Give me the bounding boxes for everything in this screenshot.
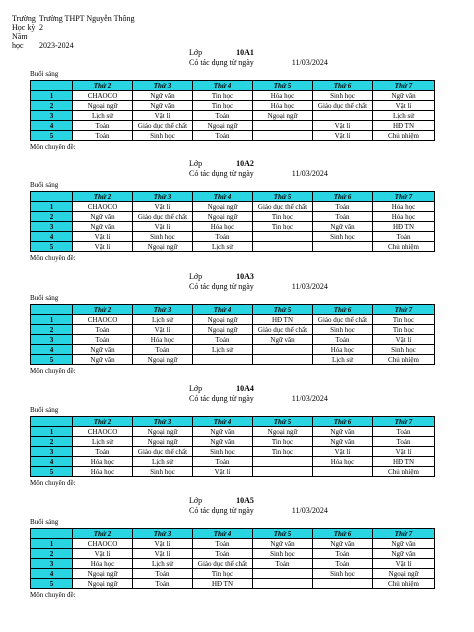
day-header: Thứ 6 [313, 417, 373, 427]
table-row [31, 335, 435, 345]
effective-line [189, 169, 328, 178]
subject-cell: Lịch sử [73, 111, 133, 121]
subject-cell: Chủ nhiệm [373, 467, 435, 477]
subject-cell [313, 467, 373, 477]
day-header: Thứ 5 [253, 81, 313, 91]
subject-cell: CHAOCO [73, 202, 133, 212]
subject-cell: Vật lí [133, 111, 193, 121]
subject-cell: HĐ TN [373, 457, 435, 467]
table-row [31, 457, 435, 467]
subject-cell: Toán [73, 131, 133, 141]
effective-label: Có tác dụng từ ngày [189, 394, 254, 403]
subject-cell: Vật lí [373, 101, 435, 111]
table-row [31, 559, 435, 569]
subject-cell: Ngoại ngữ [193, 325, 253, 335]
period-number: 4 [31, 457, 73, 467]
day-header: Thứ 7 [373, 529, 435, 539]
subject-cell: Vật lí [373, 447, 435, 457]
subject-cell: Toán [193, 131, 253, 141]
subject-cell: Tin học [373, 325, 435, 335]
subject-cell: Ngữ văn [133, 101, 193, 111]
period-number: 2 [31, 325, 73, 335]
subject-cell: Tin học [253, 212, 313, 222]
table-row [31, 427, 435, 437]
subject-cell [313, 111, 373, 121]
day-header: Thứ 7 [373, 81, 435, 91]
table-row [31, 549, 435, 559]
subject-cell: Sinh học [133, 467, 193, 477]
effective-date: 11/03/2024 [291, 282, 328, 291]
subject-cell: Ngoại ngữ [73, 579, 133, 589]
subject-cell: Ngữ văn [313, 539, 373, 549]
day-header: Thứ 6 [313, 81, 373, 91]
subject-cell: Tin học [253, 222, 313, 232]
subject-cell: Ngoại ngữ [73, 569, 133, 579]
subject-cell: Giáo dục thể chất [133, 121, 193, 131]
period-number: 3 [31, 222, 73, 232]
class-name: 10A3 [236, 272, 254, 281]
subject-cell: Hóa học [73, 559, 133, 569]
period-number: 4 [31, 121, 73, 131]
subject-cell: Toán [73, 121, 133, 131]
day-header: Thứ 4 [193, 417, 253, 427]
class-label: Lớp [189, 272, 203, 281]
period-number: 2 [31, 549, 73, 559]
subject-cell: Ngữ văn [313, 427, 373, 437]
subject-cell: Vật lí [373, 335, 435, 345]
header-row [31, 417, 435, 427]
period-number: 1 [31, 315, 73, 325]
subject-cell: Ngữ văn [313, 222, 373, 232]
year-label: Năm học [12, 32, 28, 50]
effective-line [189, 394, 328, 403]
day-header: Thứ 5 [253, 417, 313, 427]
subject-cell: Toán [193, 111, 253, 121]
subject-cell: Hóa học [253, 91, 313, 101]
table-row [31, 437, 435, 447]
period-number: 1 [31, 202, 73, 212]
class-label: Lớp [189, 496, 203, 505]
effective-line [189, 506, 328, 515]
period-number: 4 [31, 232, 73, 242]
subject-cell: Vật lí [133, 539, 193, 549]
table-row [31, 91, 435, 101]
subject-cell: Hóa học [373, 202, 435, 212]
day-header: Thứ 2 [73, 81, 133, 91]
subject-cell: Hóa học [313, 457, 373, 467]
effective-label: Có tác dụng từ ngày [189, 282, 254, 291]
subject-cell: Giáo dục thể chất [313, 315, 373, 325]
day-header: Thứ 6 [313, 529, 373, 539]
subject-cell [253, 569, 313, 579]
subject-cell: Tin học [373, 315, 435, 325]
timetable [30, 416, 435, 477]
class-label: Lớp [189, 384, 203, 393]
semester-row [12, 23, 134, 32]
subject-cell: Toán [133, 569, 193, 579]
session-label: Buổi sáng [30, 406, 59, 414]
subject-cell: Ngoại ngữ [253, 427, 313, 437]
subject-cell: Lịch sử [133, 559, 193, 569]
period-number: 1 [31, 91, 73, 101]
subject-cell: Ngoại ngữ [133, 427, 193, 437]
subject-cell: Ngữ văn [73, 212, 133, 222]
day-header: Thứ 7 [373, 417, 435, 427]
subject-cell: Toán [73, 335, 133, 345]
subject-cell: Hóa học [133, 335, 193, 345]
special-subject-label: Môn chuyên đề: [30, 367, 76, 375]
subject-cell: Ngoại ngữ [193, 202, 253, 212]
subject-cell: Toán [133, 345, 193, 355]
subject-cell: Lịch sử [193, 242, 253, 252]
subject-cell: Chủ nhiệm [373, 131, 435, 141]
day-header: Thứ 3 [133, 305, 193, 315]
subject-cell [253, 457, 313, 467]
effective-line [189, 58, 328, 67]
subject-cell: Lịch sử [73, 437, 133, 447]
subject-cell: Vật lí [133, 202, 193, 212]
day-header: Thứ 6 [313, 305, 373, 315]
subject-cell: Hóa học [73, 467, 133, 477]
subject-cell: Sinh học [253, 549, 313, 559]
subject-cell: Ngoại ngữ [133, 242, 193, 252]
subject-cell: Hóa học [373, 212, 435, 222]
subject-cell: Toán [313, 202, 373, 212]
table-row [31, 121, 435, 131]
effective-date: 11/03/2024 [291, 58, 328, 67]
subject-cell [253, 242, 313, 252]
effective-date: 11/03/2024 [291, 169, 328, 178]
day-header: Thứ 5 [253, 305, 313, 315]
table-row [31, 467, 435, 477]
subject-cell: Toán [133, 579, 193, 589]
subject-cell: Ngữ văn [73, 222, 133, 232]
subject-cell: Toán [313, 559, 373, 569]
subject-cell: Giáo dục thể chất [133, 447, 193, 457]
header-row [31, 81, 435, 91]
corner-cell [31, 81, 73, 91]
table-row [31, 131, 435, 141]
class-title-line [189, 272, 254, 281]
day-header: Thứ 2 [73, 305, 133, 315]
day-header: Thứ 3 [133, 417, 193, 427]
header-row [31, 529, 435, 539]
effective-label: Có tác dụng từ ngày [189, 169, 254, 178]
subject-cell: Toán [313, 549, 373, 559]
period-number: 2 [31, 212, 73, 222]
subject-cell: Tin học [193, 91, 253, 101]
subject-cell: CHAOCO [73, 315, 133, 325]
subject-cell: Ngữ văn [313, 437, 373, 447]
effective-date: 11/03/2024 [291, 394, 328, 403]
class-label: Lớp [189, 159, 203, 168]
subject-cell [193, 355, 253, 365]
period-number: 1 [31, 427, 73, 437]
corner-cell [31, 192, 73, 202]
year-row [12, 32, 134, 50]
timetable [30, 304, 435, 365]
school-header [12, 14, 134, 50]
subject-cell: Giáo dục thể chất [253, 325, 313, 335]
class-title-line [189, 496, 254, 505]
subject-cell: Sinh học [133, 131, 193, 141]
special-subject-label: Môn chuyên đề: [30, 254, 76, 262]
subject-cell: Lịch sử [373, 111, 435, 121]
subject-cell [253, 232, 313, 242]
session-label: Buổi sáng [30, 294, 59, 302]
period-number: 3 [31, 335, 73, 345]
table-row [31, 355, 435, 365]
day-header: Thứ 3 [133, 529, 193, 539]
subject-cell: Giáo dục thể chất [253, 202, 313, 212]
day-header: Thứ 3 [133, 192, 193, 202]
subject-cell: Toán [253, 559, 313, 569]
subject-cell: HĐ TN [373, 121, 435, 131]
period-number: 2 [31, 437, 73, 447]
subject-cell: Giáo dục thể chất [313, 101, 373, 111]
subject-cell: HĐ TN [253, 315, 313, 325]
subject-cell: Tin học [253, 437, 313, 447]
subject-cell: Vật lí [373, 559, 435, 569]
subject-cell [313, 579, 373, 589]
subject-cell: Toán [193, 232, 253, 242]
day-header: Thứ 5 [253, 529, 313, 539]
subject-cell [253, 121, 313, 131]
subject-cell: Ngữ văn [253, 539, 313, 549]
day-header: Thứ 4 [193, 305, 253, 315]
subject-cell: Vật lí [133, 222, 193, 232]
subject-cell: Giáo dục thể chất [193, 559, 253, 569]
special-subject-label: Môn chuyên đề: [30, 591, 76, 599]
subject-cell: Toán [193, 539, 253, 549]
special-subject-label: Môn chuyên đề: [30, 479, 76, 487]
subject-cell: Toán [193, 549, 253, 559]
period-number: 3 [31, 111, 73, 121]
table-row [31, 212, 435, 222]
semester-value: 2 [39, 23, 43, 32]
period-number: 2 [31, 101, 73, 111]
subject-cell: Sinh học [313, 569, 373, 579]
subject-cell: Vật lí [313, 121, 373, 131]
semester-label: Học kỳ [12, 23, 36, 32]
subject-cell: Vật lí [73, 232, 133, 242]
table-row [31, 111, 435, 121]
day-header: Thứ 2 [73, 417, 133, 427]
class-name: 10A4 [236, 384, 254, 393]
subject-cell: Lịch sử [313, 355, 373, 365]
school-name: Trường THPT Nguyễn Thông [38, 14, 135, 23]
table-row [31, 202, 435, 212]
subject-cell: Tin học [253, 447, 313, 457]
table-row [31, 579, 435, 589]
timetable [30, 191, 435, 252]
period-number: 3 [31, 559, 73, 569]
subject-cell: Vật lí [313, 447, 373, 457]
table-row [31, 539, 435, 549]
subject-cell: Ngữ văn [73, 355, 133, 365]
school-label: Trường [12, 14, 36, 23]
subject-cell: Tin học [193, 569, 253, 579]
session-label: Buổi sáng [30, 181, 59, 189]
class-name: 10A2 [236, 159, 254, 168]
subject-cell: Ngoại ngữ [193, 121, 253, 131]
subject-cell [253, 579, 313, 589]
timetable [30, 80, 435, 141]
effective-label: Có tác dụng từ ngày [189, 58, 254, 67]
subject-cell: Sinh học [133, 232, 193, 242]
table-row [31, 242, 435, 252]
subject-cell: Sinh học [193, 447, 253, 457]
subject-cell: Sinh học [313, 91, 373, 101]
session-label: Buổi sáng [30, 518, 59, 526]
period-number: 5 [31, 242, 73, 252]
subject-cell: Sinh học [313, 232, 373, 242]
day-header: Thứ 2 [73, 529, 133, 539]
period-number: 5 [31, 467, 73, 477]
school-row [12, 14, 134, 23]
table-row [31, 345, 435, 355]
class-title-line [189, 48, 254, 57]
day-header: Thứ 3 [133, 81, 193, 91]
subject-cell: Toán [313, 212, 373, 222]
subject-cell [313, 242, 373, 252]
year-value: 2023-2024 [39, 41, 74, 50]
subject-cell: Chủ nhiệm [373, 242, 435, 252]
period-number: 4 [31, 345, 73, 355]
subject-cell: Toán [373, 437, 435, 447]
subject-cell: CHAOCO [73, 539, 133, 549]
table-row [31, 232, 435, 242]
subject-cell: Ngữ văn [133, 91, 193, 101]
subject-cell: Toán [373, 427, 435, 437]
subject-cell: Hóa học [313, 345, 373, 355]
period-number: 5 [31, 579, 73, 589]
special-subject-label: Môn chuyên đề: [30, 143, 76, 151]
subject-cell: Lịch sử [133, 457, 193, 467]
period-number: 1 [31, 539, 73, 549]
subject-cell: HĐ TN [193, 579, 253, 589]
subject-cell: Chủ nhiệm [373, 579, 435, 589]
header-row [31, 305, 435, 315]
subject-cell: Toán [73, 325, 133, 335]
subject-cell: CHAOCO [73, 427, 133, 437]
subject-cell: Sinh học [373, 345, 435, 355]
day-header: Thứ 5 [253, 192, 313, 202]
subject-cell: Hóa học [193, 222, 253, 232]
subject-cell [253, 467, 313, 477]
subject-cell: Vật lí [73, 242, 133, 252]
subject-cell: Toán [313, 335, 373, 345]
subject-cell: Toán [193, 457, 253, 467]
subject-cell [253, 345, 313, 355]
subject-cell: Ngoại ngữ [73, 101, 133, 111]
subject-cell: Toán [73, 447, 133, 457]
day-header: Thứ 2 [73, 192, 133, 202]
corner-cell [31, 417, 73, 427]
subject-cell: Ngoại ngữ [133, 437, 193, 447]
subject-cell: Tin học [193, 101, 253, 111]
effective-date: 11/03/2024 [291, 506, 328, 515]
subject-cell: Lịch sử [193, 345, 253, 355]
subject-cell: Toán [373, 232, 435, 242]
subject-cell: Ngữ văn [73, 345, 133, 355]
class-name: 10A1 [236, 48, 254, 57]
subject-cell: Vật lí [73, 549, 133, 559]
corner-cell [31, 305, 73, 315]
subject-cell [253, 355, 313, 365]
effective-line [189, 282, 328, 291]
subject-cell: Chủ nhiệm [373, 355, 435, 365]
subject-cell: Ngoại ngữ [373, 569, 435, 579]
subject-cell: Ngoại ngữ [133, 355, 193, 365]
table-row [31, 569, 435, 579]
subject-cell: Ngữ văn [193, 427, 253, 437]
session-label: Buổi sáng [30, 70, 59, 78]
subject-cell: Lịch sử [133, 315, 193, 325]
class-label: Lớp [189, 48, 203, 57]
subject-cell: Ngoại ngữ [193, 315, 253, 325]
period-number: 5 [31, 131, 73, 141]
subject-cell: Hóa học [73, 457, 133, 467]
effective-label: Có tác dụng từ ngày [189, 506, 254, 515]
subject-cell: Toán [193, 335, 253, 345]
subject-cell: CHAOCO [73, 91, 133, 101]
subject-cell: Vật lí [133, 325, 193, 335]
subject-cell: Ngữ văn [193, 437, 253, 447]
corner-cell [31, 529, 73, 539]
header-row [31, 192, 435, 202]
day-header: Thứ 4 [193, 192, 253, 202]
subject-cell: Hóa học [253, 101, 313, 111]
subject-cell: Ngữ văn [373, 91, 435, 101]
day-header: Thứ 4 [193, 81, 253, 91]
period-number: 3 [31, 447, 73, 457]
subject-cell: Vật lí [133, 549, 193, 559]
table-row [31, 325, 435, 335]
subject-cell: Ngữ văn [373, 539, 435, 549]
table-row [31, 222, 435, 232]
subject-cell: Giáo dục thể chất [133, 212, 193, 222]
day-header: Thứ 4 [193, 529, 253, 539]
class-name: 10A5 [236, 496, 254, 505]
timetable [30, 528, 435, 589]
subject-cell: Ngữ văn [253, 335, 313, 345]
period-number: 4 [31, 569, 73, 579]
day-header: Thứ 6 [313, 192, 373, 202]
period-number: 5 [31, 355, 73, 365]
class-title-line [189, 159, 254, 168]
subject-cell: Sinh học [313, 325, 373, 335]
day-header: Thứ 7 [373, 305, 435, 315]
day-header: Thứ 7 [373, 192, 435, 202]
subject-cell: Vật lí [193, 467, 253, 477]
table-row [31, 101, 435, 111]
subject-cell: Ngoại ngữ [193, 212, 253, 222]
subject-cell: Vật lí [313, 131, 373, 141]
class-title-line [189, 384, 254, 393]
table-row [31, 447, 435, 457]
subject-cell: Ngữ văn [373, 549, 435, 559]
subject-cell: HĐ TN [373, 222, 435, 232]
subject-cell [253, 131, 313, 141]
table-row [31, 315, 435, 325]
subject-cell: Ngoại ngữ [253, 111, 313, 121]
